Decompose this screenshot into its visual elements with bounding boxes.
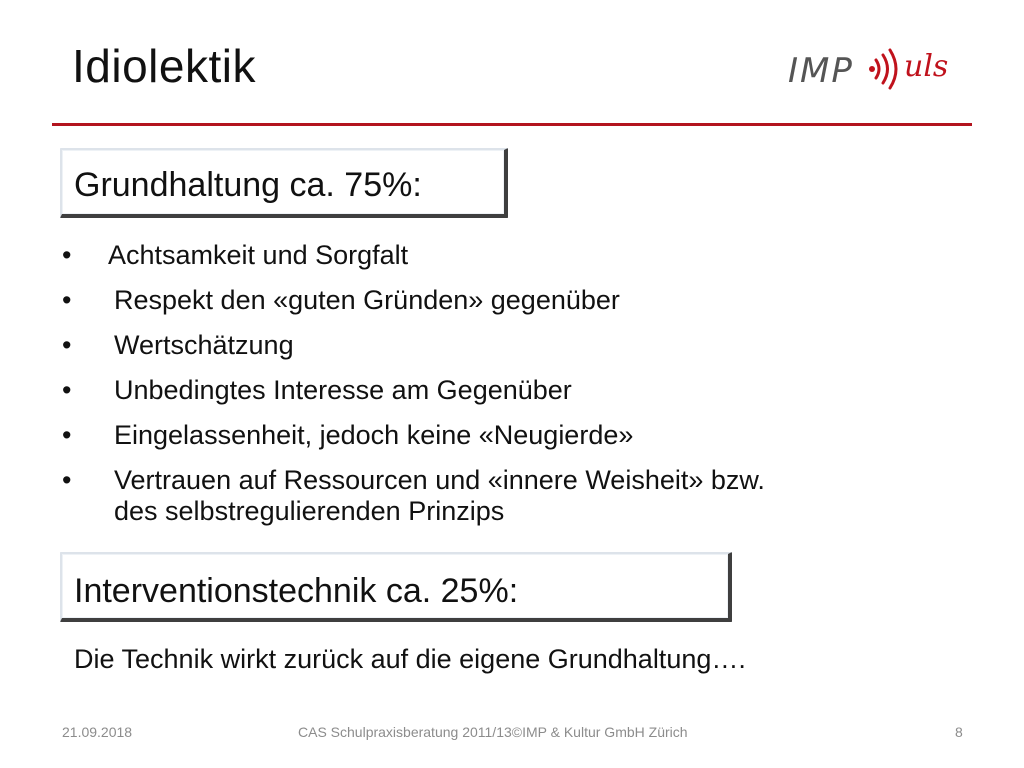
list-item <box>58 420 958 451</box>
list-item <box>58 465 958 527</box>
logo-text-imp: IMP <box>788 51 854 91</box>
closing-note: Die Technik wirkt zurück auf die eigene Grundhaltung…. <box>74 644 746 674</box>
list-item-text: Achtsamkeit und Sorgfalt <box>108 240 409 270</box>
footer-text: CAS Schulpraxisberatung 2011/13©IMP & Kultur GmbH Zürich <box>298 724 688 740</box>
impuls-logo <box>784 30 974 100</box>
bullet-icon: • <box>62 420 72 450</box>
list-item <box>58 240 958 271</box>
list-item-text: Eingelassenheit, jedoch keine «Neugierde» <box>114 420 634 450</box>
slide-title: Idiolektik <box>72 40 256 92</box>
list-item-text: Wertschätzung <box>114 330 294 360</box>
list-item-text: Respekt den «guten Gründen» gegenüber <box>114 285 620 315</box>
footer-date: 21.09.2018 <box>62 724 133 740</box>
bullet-icon: • <box>62 375 72 405</box>
logo-text-uls: uls <box>904 49 949 84</box>
list-item-text: Vertrauen auf Ressourcen und «innere Weisheit» bzw. <box>114 465 765 495</box>
bullet-icon: • <box>62 240 72 270</box>
bullet-icon: • <box>62 465 72 495</box>
list-item-text: Unbedingtes Interesse am Gegenüber <box>114 375 572 405</box>
list-item <box>58 285 958 316</box>
logo-wave-icon <box>876 50 896 88</box>
page-number: 8 <box>955 724 963 740</box>
list-item-text-continued: des selbstregulierenden Prinzips <box>114 496 505 526</box>
section-heading-grundhaltung: Grundhaltung ca. 75%: <box>60 148 508 218</box>
bullet-icon: • <box>62 285 72 315</box>
bullet-list <box>58 240 958 527</box>
list-item <box>58 375 958 406</box>
bullet-icon: • <box>62 330 72 360</box>
title-divider <box>52 123 972 126</box>
section-heading-interventionstechnik: Interventionstechnik ca. 25%: <box>60 552 732 622</box>
list-item <box>58 330 958 361</box>
